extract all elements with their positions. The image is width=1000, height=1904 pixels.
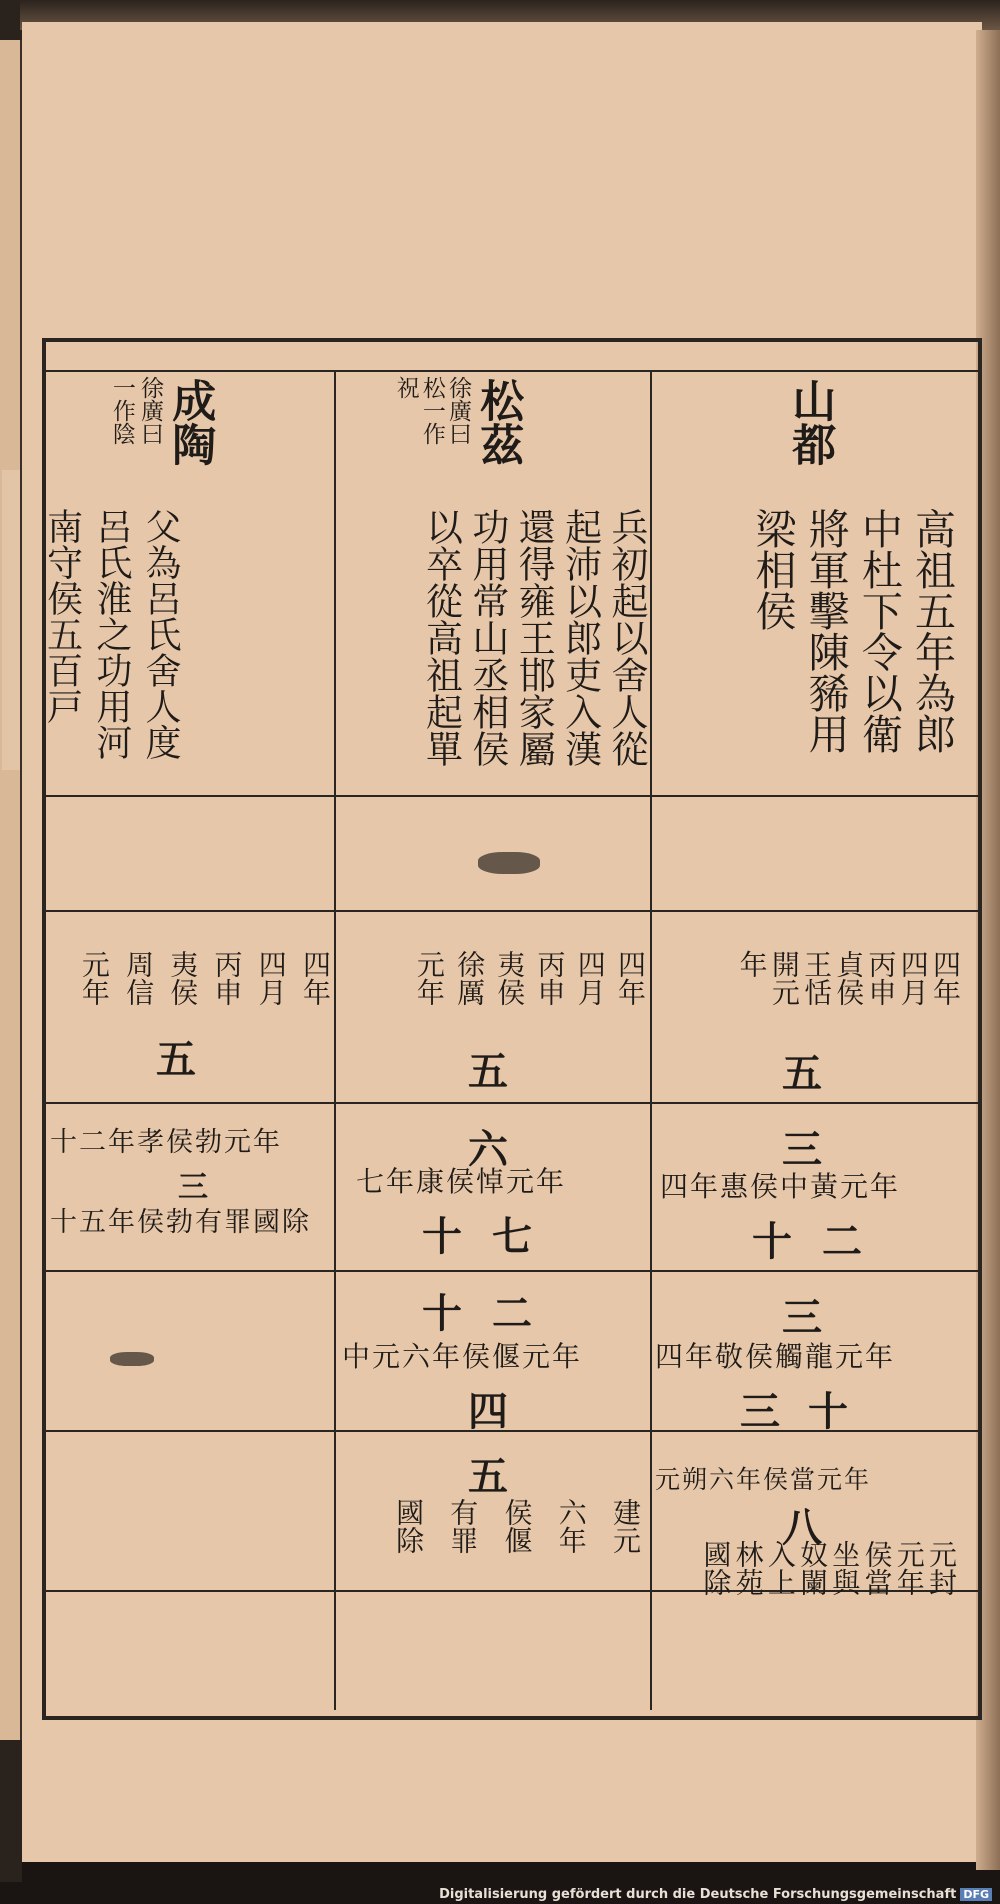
cell-text: 元年	[892, 1540, 926, 1596]
body-line: 功用常山丞相侯	[465, 508, 509, 767]
cell-text: 國除	[392, 1498, 426, 1554]
body-line: 將軍擊陳豨用	[801, 508, 850, 754]
cell-text: 奴闌	[796, 1540, 830, 1596]
dfg-logo: DFG	[960, 1888, 992, 1901]
title-shandu: 山都	[784, 378, 836, 466]
row5c-shandu	[656, 1540, 956, 1620]
body-line: 高祖五年為郎	[908, 508, 956, 754]
cell-text: 丙申	[864, 950, 898, 1006]
cell-text: 夷侯	[166, 950, 200, 1006]
margin-fragment	[2, 470, 20, 770]
note-chengtao	[62, 376, 162, 486]
note-line: 徐廣曰	[445, 376, 471, 445]
cell-text: 元封	[925, 1540, 958, 1596]
count-chengtao-row3c: 三	[178, 1170, 208, 1205]
cell-text: 夷侯	[493, 950, 527, 1006]
body-shandu	[656, 508, 956, 798]
body-line: 梁相侯	[748, 508, 797, 631]
title-songzi: 松茲	[472, 378, 524, 466]
header-rule	[42, 370, 978, 372]
cell-text: 建元	[609, 1498, 642, 1554]
ink-blot	[478, 852, 540, 874]
count-songzi-row4a: 十二	[422, 1290, 562, 1337]
cell-text: 四年	[299, 950, 332, 1006]
row5b-songzi	[350, 1498, 640, 1588]
row-divider-2	[42, 910, 978, 912]
body-line: 以卒從高祖起單	[419, 508, 463, 767]
note-line: 一作陰	[108, 376, 135, 445]
note-line: 松一作	[418, 376, 445, 445]
column-divider-2	[650, 370, 652, 1710]
footer-credit	[439, 1887, 992, 1902]
body-chengtao	[41, 508, 182, 798]
cell-text: 周信	[122, 950, 156, 1006]
text-shandu-row4b: 四年敬侯觸龍元年	[655, 1340, 896, 1373]
cell-text: 六年	[554, 1498, 588, 1554]
count-shandu-row3c: 十二	[752, 1218, 892, 1265]
body-line: 南守侯五百戸	[41, 508, 83, 724]
footer-text: Digitalisierung gefördert durch die Deutsche Forschungsgemeinschaft	[439, 1887, 957, 1902]
cell-text: 元年	[412, 950, 446, 1006]
body-line: 父為呂氏舍人度	[140, 508, 181, 760]
cell-text: 四年	[614, 950, 647, 1006]
count-songzi-row2: 五	[468, 1048, 508, 1095]
count-songzi-row3a: 六	[468, 1126, 508, 1173]
previous-page-edge	[0, 40, 22, 1740]
cell-text: 徐厲	[453, 950, 487, 1006]
count-songzi-row3c: 十七	[422, 1213, 562, 1260]
row-divider-3	[42, 1102, 978, 1104]
cell-text: 坐與	[828, 1540, 862, 1596]
cell-text: 侯當	[860, 1540, 894, 1596]
note-line: 祝	[392, 376, 419, 399]
note-songzi	[340, 376, 470, 486]
body-line: 還得雍王邯家屬	[512, 508, 556, 767]
cell-text: 四年	[929, 950, 962, 1006]
body-line: 中杜下令以衛	[854, 508, 903, 754]
body-songzi	[338, 508, 648, 798]
body-line: 呂氏淮之功用河	[90, 508, 132, 760]
cell-text: 貞侯	[832, 950, 866, 1006]
cell-text: 元年	[77, 950, 111, 1006]
count-chengtao-row2: 五	[156, 1036, 196, 1083]
title-chengtao: 成陶	[164, 378, 216, 466]
cell-text: 王恬	[800, 950, 834, 1006]
text-shandu-row5a: 元朔六年侯當元年	[655, 1465, 872, 1494]
column-divider-1	[334, 370, 336, 1710]
body-line: 兵初起以舍人從	[605, 508, 648, 767]
count-shandu-row4c: 三十	[740, 1388, 876, 1435]
cell-text: 侯偃	[500, 1498, 534, 1554]
footer-bar	[0, 1882, 1000, 1904]
count-songzi-row5a: 五	[468, 1453, 508, 1500]
cell-text: 年	[735, 950, 769, 978]
cell-text: 林苑	[731, 1540, 765, 1596]
text-chengtao-row3a: 十二年孝侯勃元年	[50, 1127, 282, 1158]
count-shandu-row3a: 三	[782, 1126, 822, 1173]
cell-text: 丙申	[210, 950, 244, 1006]
cell-text: 國除	[699, 1540, 733, 1596]
body-line: 起沛以郎吏入漢	[558, 508, 602, 767]
count-shandu-row5b: 八	[782, 1504, 822, 1551]
cell-text: 四月	[573, 950, 607, 1006]
cell-text: 四月	[254, 950, 288, 1006]
text-chengtao-row3b: 十五年侯勃有罪國除	[50, 1207, 311, 1238]
cell-text: 四月	[896, 950, 930, 1006]
row-divider-4	[42, 1270, 978, 1272]
cell-text: 丙申	[533, 950, 567, 1006]
count-shandu-row2: 五	[782, 1050, 822, 1097]
cell-text: 入上	[763, 1540, 797, 1596]
text-songzi-row3b: 七年康侯悼元年	[356, 1165, 567, 1198]
count-songzi-row4c: 四	[468, 1388, 508, 1435]
text-shandu-row3b: 四年惠侯中黃元年	[660, 1170, 901, 1203]
cell-text: 有罪	[446, 1498, 480, 1554]
count-shandu-row4a: 三	[782, 1294, 822, 1341]
note-line: 徐廣曰	[137, 376, 163, 445]
text-songzi-row4b: 中元六年侯偃元年	[342, 1340, 583, 1373]
ink-blot	[110, 1352, 154, 1366]
cell-text: 開元	[767, 950, 801, 1006]
